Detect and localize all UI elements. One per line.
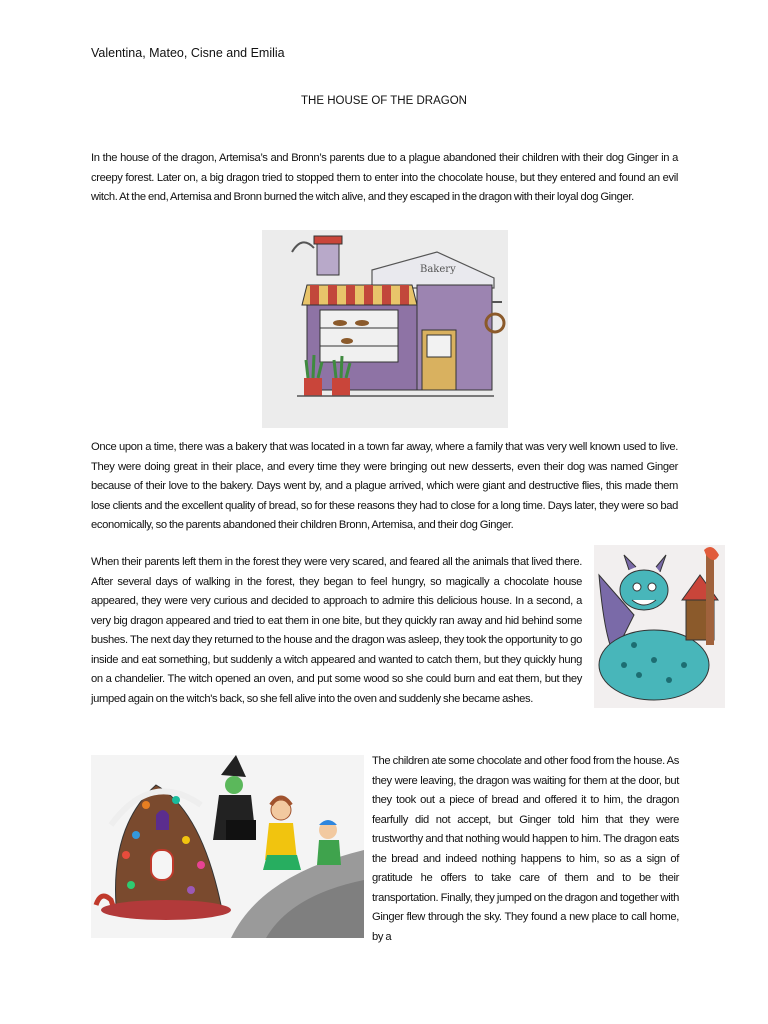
bakery-illustration bbox=[262, 230, 508, 428]
dragon-illustration bbox=[594, 545, 725, 708]
paragraph-bakery: Once upon a time, there was a bakery that was located in a town far away, where a family that was very well known used to live. They were doing great in their place, and every time they were bringing out new desserts, even their dog was named Ginger because of their love to the bakery. Days went by, and a plague arrived, which were giant and destructive flies, this made them lose clients and the excellent quality of bread, so for these reasons they had to close for a long time. Days later, they were so bad economically, so the parents abandoned their children Bronn, Artemisa, and their dog Ginger. bbox=[91, 441, 678, 531]
gingerbread-house-illustration bbox=[91, 755, 364, 938]
paragraph-ending: The children ate some chocolate and other food from the house. As they were leaving, the dragon was waiting for them at the door, but they took out a piece of bread and offered it to him, the dragon fearfully did not accept, but Ginger told him that they were trustworthy and that nothing would happen to him. The dragon eats the bread and indeed nothing happens to him, so as a sign of gratitude he offers to take care of them and to be their transportation. Finally, they jumped on the dragon and together with Ginger flew through the sky. They found a new place to call home, by a bbox=[372, 755, 679, 943]
author-line: Valentina, Mateo, Cisne and Emilia bbox=[91, 46, 285, 60]
bakery-sign-text: Bakery bbox=[420, 264, 456, 275]
document-title: THE HOUSE OF THE DRAGON bbox=[301, 95, 467, 107]
paragraph-summary: In the house of the dragon, Artemisa’s and Bronn’s parents due to a plague abandoned their children with their dog Ginger in a creepy forest. Later on, a big dragon tried to stopped them to enter into the chocolate house, but they entered and found an evil witch. At the end, Artemisa and Bronn burned the witch alive, and they escaped in the dragon with their loyal dog Ginger. bbox=[91, 152, 678, 203]
paragraph-forest: When their parents left them in the forest they were very scared, and feared all the animals that lived there. After several days of walking in the forest, they began to feel hungry, so magically a chocolate house appeared, they were very curious and decided to approach to admire this delicious house. In a second, a very big dragon appeared and tried to eat them in one bite, but they quickly ran away and hid behind some bushes. The next day they returned to the house and the dragon was asleep, they took the opportunity to go inside and eat something, but suddenly a witch appeared and wanted to catch them, but they quickly hung on a chandelier. The witch opened an oven, and put some wood so she could burn and eat them, but they jumped again on the witch's back, so she fell alive into the oven and suddenly she became ashes. bbox=[91, 556, 582, 705]
